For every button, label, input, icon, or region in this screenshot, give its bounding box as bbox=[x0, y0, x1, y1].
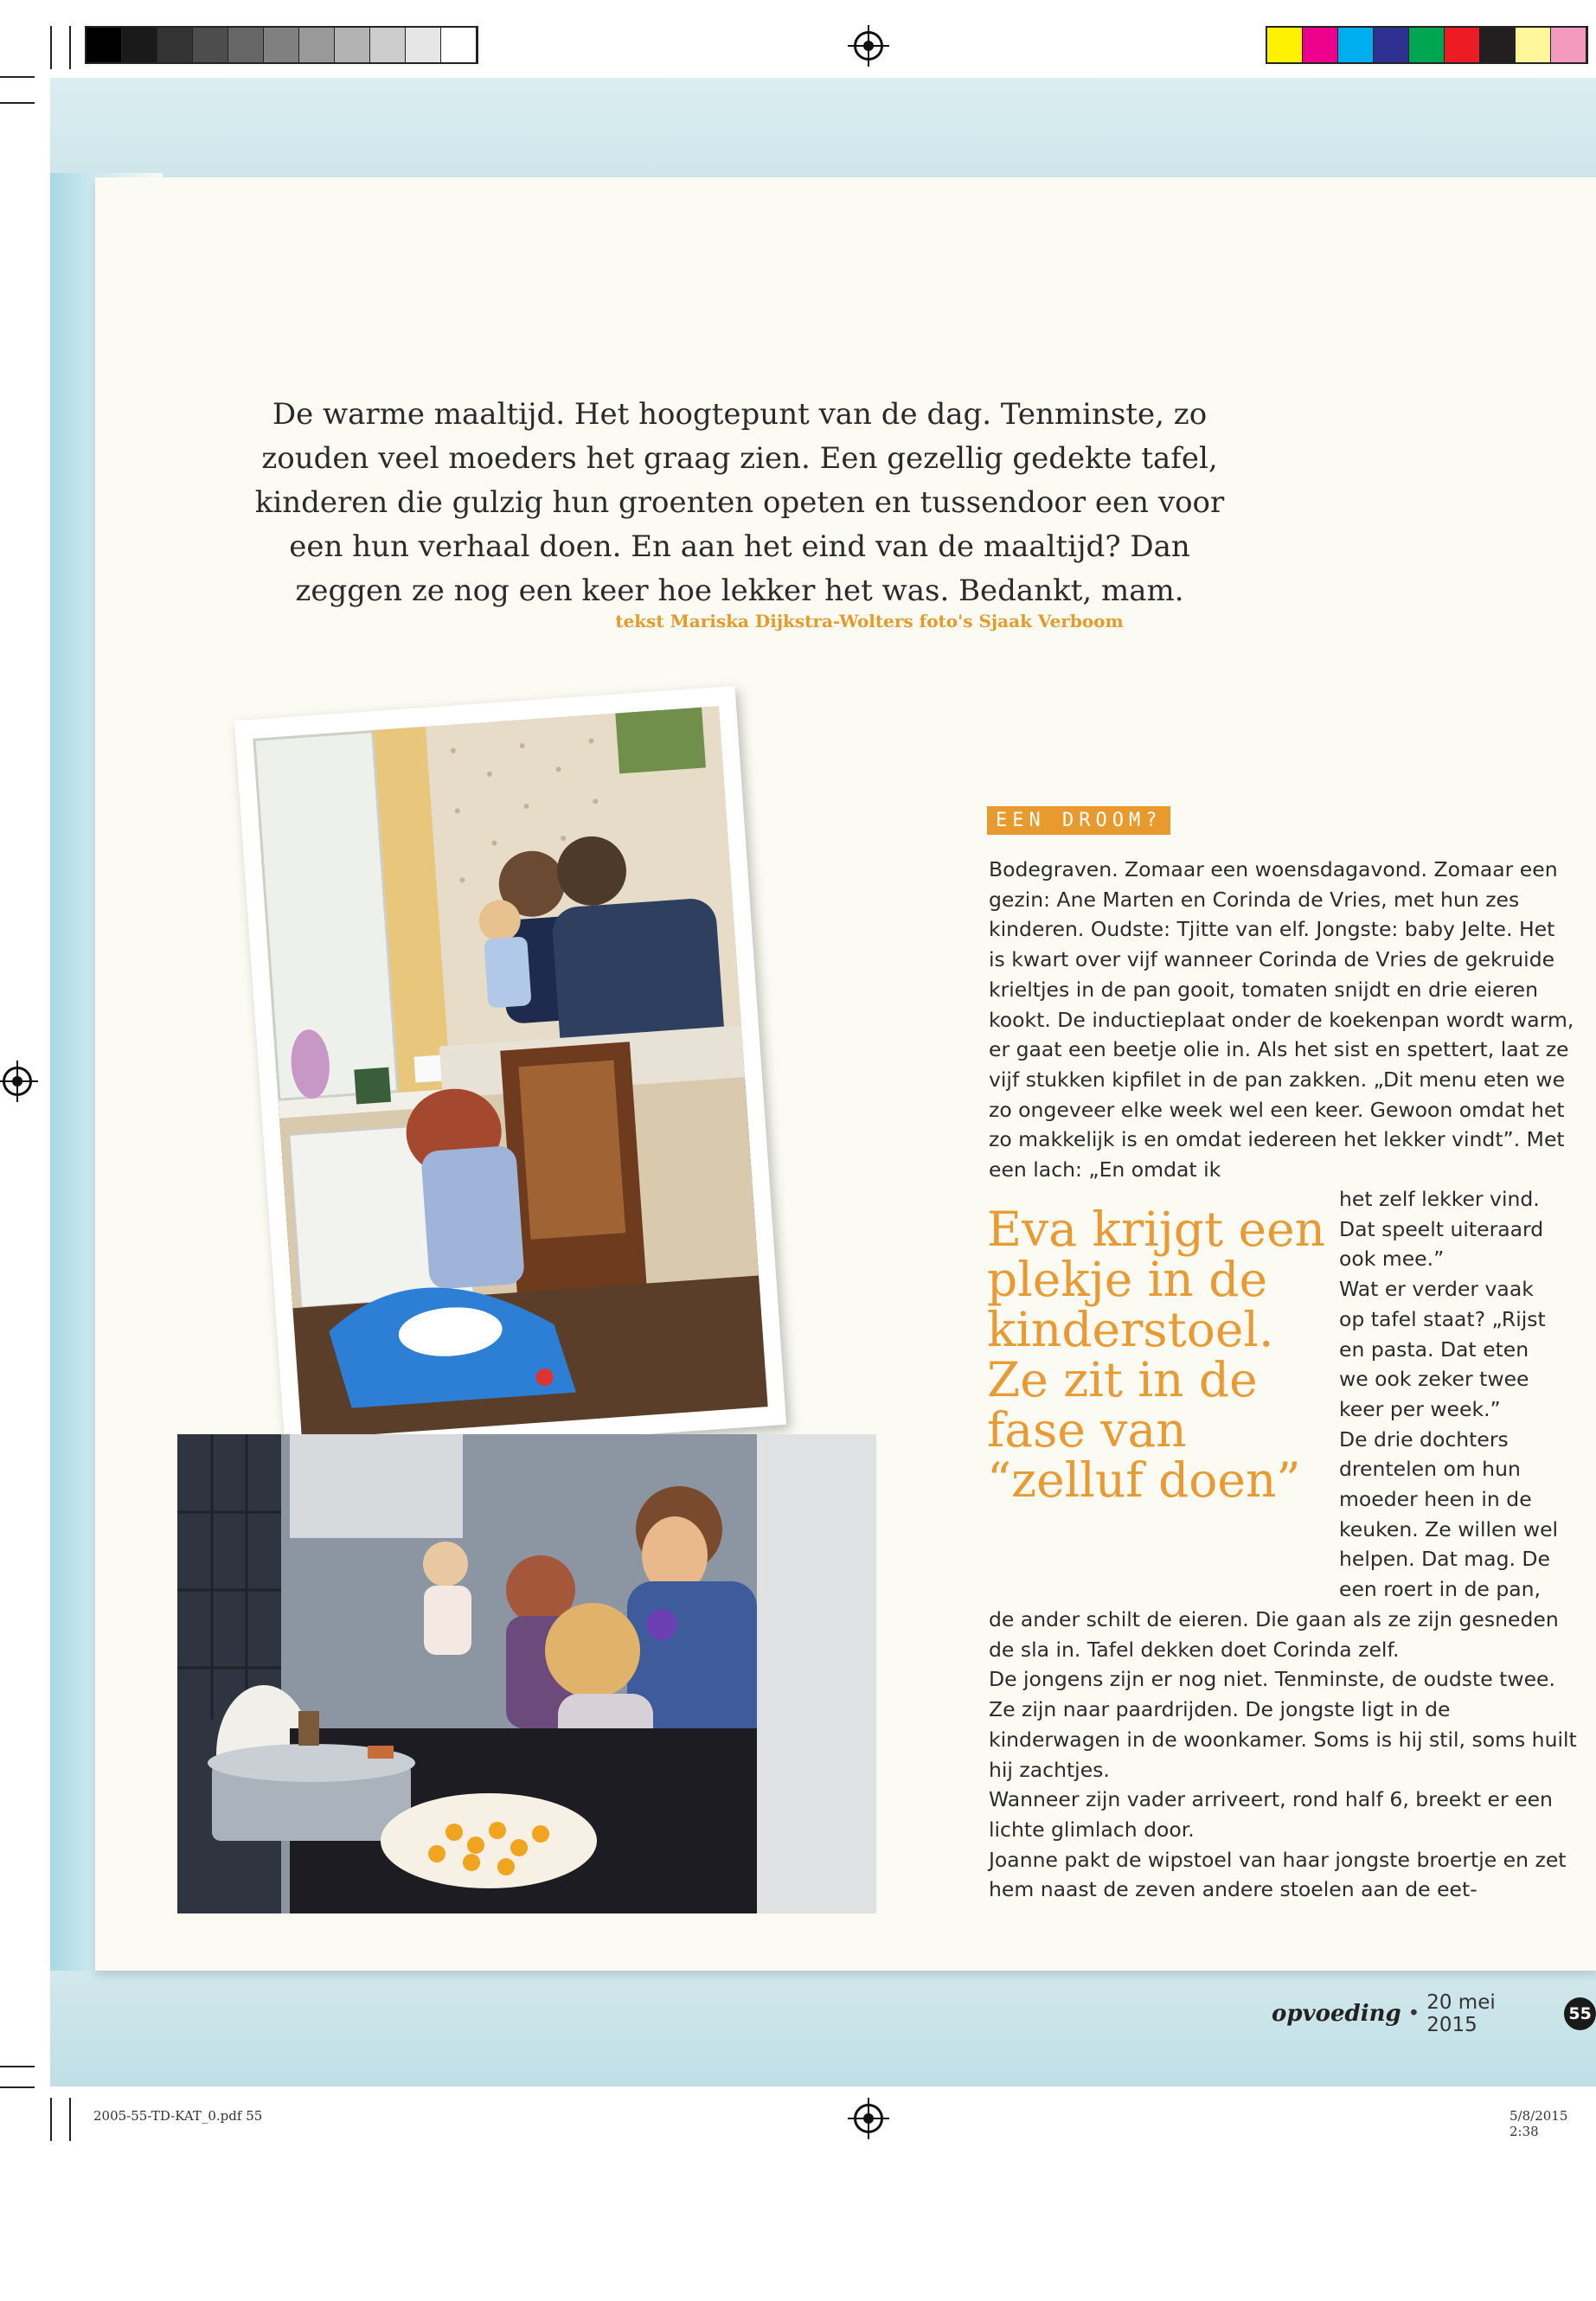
body-column-bottom bbox=[989, 1605, 1577, 1905]
color-swatch bbox=[1551, 28, 1586, 62]
color-calibration-bar bbox=[1266, 26, 1588, 64]
registration-mark-icon bbox=[854, 31, 883, 61]
section-label: EEN DROOM? bbox=[987, 806, 1170, 835]
color-swatch bbox=[1480, 28, 1516, 62]
article-intro: De warme maaltijd. Het hoogtepunt van de dag. Tenminste, zo zouden veel moeders het graag zien. Een gezellig gedekte tafel, kinderen die gulzig hun groenten opeten en tussendoor een voor een hun verhaal doen. En aan het eind van de maaltijd? Dan zeggen ze nog een keer hoe lekker het was. Bedankt, mam. bbox=[254, 397, 1225, 608]
color-swatch bbox=[122, 28, 157, 62]
article-credits: tekst Mariska Dijkstra-Wolters foto's Sjaak Verboom bbox=[615, 611, 1124, 631]
body-paragraph: De drie dochters drentelen om hun moeder heen in de keuken. Ze willen wel helpen. Dat mag. De een roert in de pan, bbox=[1339, 1426, 1559, 1602]
crop-mark bbox=[0, 2086, 35, 2088]
crop-mark bbox=[69, 26, 71, 69]
crop-mark bbox=[0, 2066, 35, 2067]
footer-separator: • bbox=[1407, 2003, 1420, 2025]
color-swatch bbox=[1445, 28, 1480, 62]
body-column-top bbox=[989, 855, 1577, 1185]
pull-quote: Eva krijgt een plekje in de kinderstoel. Ze zit in de fase van “zelluf doen” bbox=[987, 1202, 1326, 1508]
crop-mark bbox=[0, 102, 35, 104]
dining-room-photo bbox=[234, 686, 786, 1459]
color-swatch bbox=[1303, 28, 1338, 62]
slug-filename: 2005-55-TD-KAT_0.pdf 55 bbox=[93, 2108, 263, 2124]
magazine-name: opvoeding bbox=[1272, 2001, 1401, 2027]
body-column-narrow bbox=[1339, 1184, 1564, 1605]
color-swatch bbox=[335, 28, 370, 62]
body-paragraph: de ander schilt de eieren. Die gaan als ze zijn gesneden de sla in. Tafel dekken doet Corinda zelf. bbox=[989, 1607, 1559, 1662]
registration-mark-icon bbox=[3, 1067, 32, 1096]
color-swatch bbox=[1267, 28, 1303, 62]
page-number: 55 bbox=[1564, 1997, 1596, 2030]
body-paragraph: Wanneer zijn vader arriveert, rond half 6, breekt er een lichte glimlach door. bbox=[989, 1787, 1553, 1842]
color-swatch bbox=[1516, 28, 1551, 62]
kitchen-illustration bbox=[177, 1434, 876, 1913]
body-paragraph: Wat er verder vaak op tafel staat? „Rijst en pasta. Dat eten we ook zeker twee keer per week.” bbox=[1339, 1277, 1546, 1421]
crop-mark bbox=[69, 2098, 71, 2141]
color-swatch bbox=[157, 28, 193, 62]
dining-room-illustration bbox=[253, 706, 767, 1439]
body-paragraph: het zelf lekker vind. Dat speelt uiteraard ook mee.” bbox=[1339, 1187, 1544, 1272]
color-swatch bbox=[1338, 28, 1374, 62]
color-swatch bbox=[1374, 28, 1409, 62]
crop-mark bbox=[0, 76, 35, 78]
issue-date: 20 mei 2015 bbox=[1426, 1991, 1496, 2036]
body-paragraph: De jongens zijn er nog niet. Tenminste, de oudste twee. Ze zijn naar paardrijden. De jongste ligt in de kinderwagen in de woonkamer. Soms is hij stil, soms huilt hij zachtjes. bbox=[989, 1667, 1577, 1782]
crop-mark bbox=[50, 2098, 52, 2141]
color-swatch bbox=[87, 28, 122, 62]
page-top-band bbox=[50, 78, 1596, 177]
color-swatch bbox=[299, 28, 335, 62]
kitchen-photo bbox=[177, 1434, 876, 1913]
color-swatch bbox=[370, 28, 406, 62]
body-paragraph: Bodegraven. Zomaar een woensdagavond. Zomaar een gezin: Ane Marten en Corinda de Vries, met hun zes kinderen. Oudste: Tjitte van elf. Jongste: baby Jelte. Het is kwart over vijf wanneer Corinda de Vries de gekruide krieltjes in de pan gooit, tomaten snijdt en drie eieren kookt. De inductieplaat onder de koekenpan wordt warm, er gaat een beetje olie in. Als het sist en spettert, laat ze vijf stukken kipfilet in de pan zakken. „Dit menu eten we zo ongeveer elke week wel een keer. Gewoon omdat het zo makkelijk is en omdat iedereen het lekker vindt”. Met een lach: „En omdat ik bbox=[989, 857, 1574, 1183]
color-swatch bbox=[228, 28, 264, 62]
color-swatch bbox=[1409, 28, 1445, 62]
crop-mark bbox=[50, 26, 52, 69]
color-swatch bbox=[406, 28, 441, 62]
grayscale-calibration-bar bbox=[85, 26, 478, 64]
color-swatch bbox=[441, 28, 477, 62]
slug-timestamp: 5/8/2015 2:38 bbox=[1509, 2108, 1568, 2139]
page-footer bbox=[1272, 1991, 1596, 2036]
registration-mark-icon bbox=[854, 2104, 883, 2133]
body-paragraph: Joanne pakt de wipstoel van haar jongste broertje en zet hem naast de zeven andere stoelen aan de eet- bbox=[989, 1847, 1567, 1902]
color-swatch bbox=[264, 28, 299, 62]
color-swatch bbox=[193, 28, 228, 62]
